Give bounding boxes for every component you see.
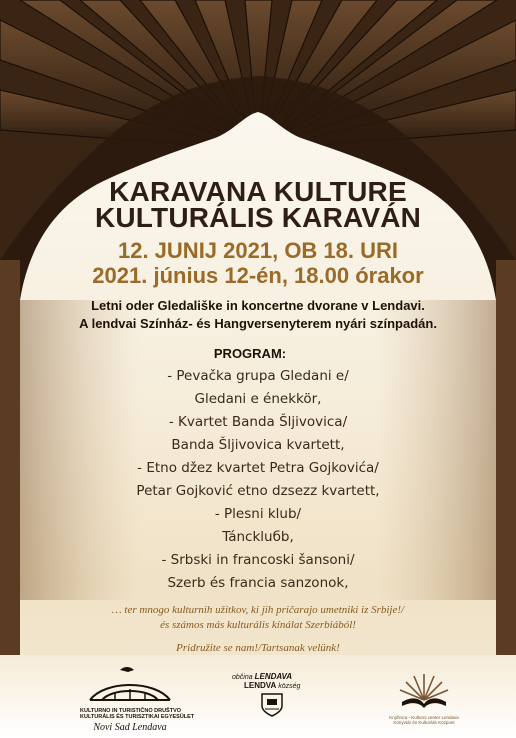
program-line: - Kvartet Banda Šljivovica/ (168, 414, 348, 430)
program-line: - Srbski in francoski šansoni/ (161, 552, 355, 568)
program-heading: PROGRAM: (213, 346, 287, 361)
closing-line-slovene: … ter mnogo kulturnih užitkov, ki jih pričarajo umetniki iz Srbije!/ (111, 604, 405, 616)
program-line: - Etno džez kvartet Petra Gojkovića/ (137, 460, 379, 476)
logo-library-cultural-center (384, 670, 464, 725)
book-sunburst-icon (384, 670, 464, 710)
date-hungarian: 2021. június 12-én, 18.00 órakor (92, 263, 424, 288)
date-slovene: 12. JUNIJ 2021, OB 18. URI (117, 238, 399, 263)
coat-of-arms-icon (260, 692, 284, 718)
logo-center-name2: LENDVA (244, 681, 277, 690)
logo-right-line2: Könyvtár és Kulturális Központ (393, 720, 455, 725)
title-slovene: KARAVANA KULTURE (109, 176, 407, 207)
logo-left-line3: Novi Sad Lendava (93, 722, 167, 733)
logo-novi-sad-lendava (80, 662, 195, 733)
venue-slovene: Letni oder Gledališke in koncertne dvorane v Lendavi. (91, 298, 425, 313)
invitation-text: Pridružite se nam!/Tartsanak velünk! (176, 642, 340, 654)
program-line: Gledani e énekkör, (194, 391, 322, 407)
program-line: Banda Šljivovica kvartett, (171, 437, 345, 453)
bird-bridge-icon (80, 662, 180, 702)
program-line: Tánckluбb, (222, 529, 294, 545)
venue-hungarian: A lendvai Színház- és Hangversenyterem nyári színpadán. (79, 316, 437, 331)
logo-center-name: LENDAVA (254, 672, 293, 681)
logo-lendava-municipality (232, 672, 302, 723)
program-line: - Pevačka grupa Gledani e/ (167, 368, 349, 384)
logo-left-line2: KULTURÁLIS ÉS TURISZTIKAI EGYESÜLET (80, 714, 195, 720)
logo-right-line1: Knjižnica - Kulturni center Lendava (389, 715, 459, 720)
program-line: Petar Gojković etno dzsezz kvartett, (136, 483, 380, 499)
logo-center-prefix: občina (232, 674, 253, 681)
title-hungarian: KULTURÁLIS KARAVÁN (94, 202, 422, 233)
program-line: - Plesni klub/ (214, 506, 302, 522)
program-line: Szerb és francia sanzonok, (167, 575, 349, 591)
logo-center-suffix: község (278, 683, 301, 690)
logo-left-line1: KULTURNO IN TURISTIČNO DRUŠTVO (80, 708, 182, 714)
closing-line-hungarian: és számos más kulturális kínálat Szerbiából! (160, 619, 356, 631)
